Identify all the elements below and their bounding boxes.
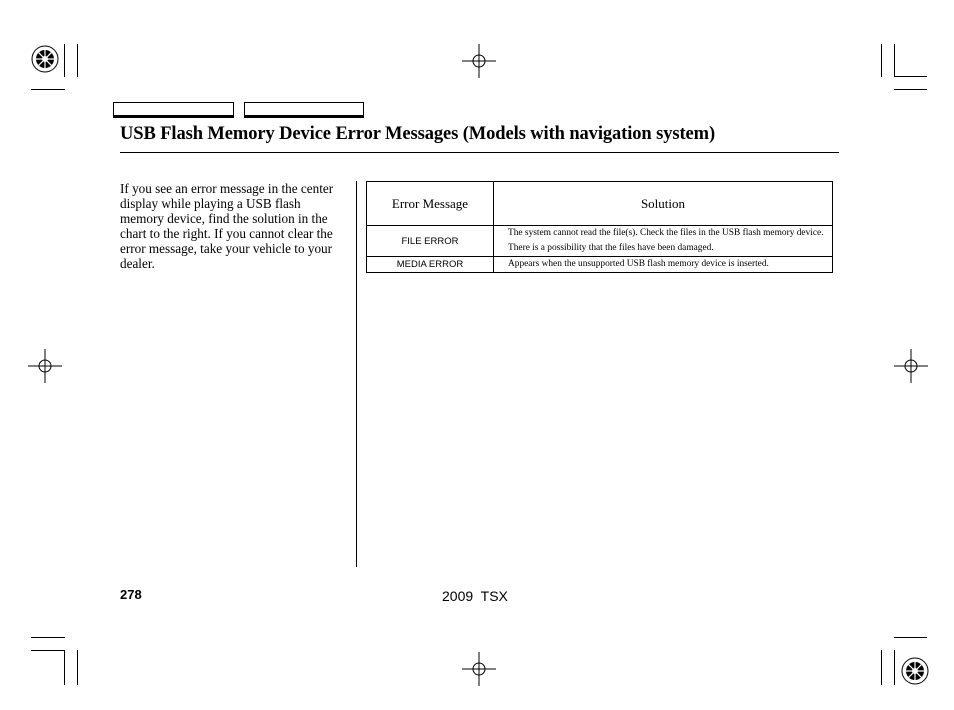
error-code-cell: MEDIA ERROR bbox=[367, 257, 494, 273]
crop-mark bbox=[894, 637, 927, 638]
registration-target-icon bbox=[900, 656, 930, 686]
crop-mark bbox=[894, 76, 927, 77]
crop-mark bbox=[894, 89, 927, 90]
crosshair-icon bbox=[894, 349, 928, 383]
page-title: USB Flash Memory Device Error Messages (Models with navigation system) bbox=[120, 124, 716, 144]
solution-cell: Appears when the unsupported USB flash memory device is inserted. bbox=[494, 257, 833, 273]
crosshair-icon bbox=[462, 652, 496, 686]
intro-paragraph: If you see an error message in the center display while playing a USB flash memory device, find the solution in the chart to the right. If you cannot clear the error message, take your vehicle to your dealer. bbox=[120, 181, 334, 271]
table-header-row bbox=[367, 182, 833, 226]
header-tab bbox=[244, 102, 364, 118]
table-row bbox=[367, 257, 833, 273]
page-number: 278 bbox=[120, 587, 142, 602]
solution-cell: The system cannot read the file(s). Check the files in the USB flash memory device. There is a possibility that the files have been damaged. bbox=[494, 226, 833, 257]
crop-mark bbox=[64, 44, 65, 77]
error-message-table bbox=[366, 181, 833, 273]
error-code-cell: FILE ERROR bbox=[367, 226, 494, 257]
crop-mark bbox=[894, 650, 895, 685]
header-error-message: Error Message bbox=[367, 182, 494, 226]
crop-mark bbox=[881, 44, 882, 77]
crop-mark bbox=[77, 44, 78, 77]
model-name: 2009 TSX bbox=[442, 588, 508, 604]
title-divider bbox=[120, 152, 839, 153]
crop-mark bbox=[894, 44, 895, 77]
registration-target-icon bbox=[30, 44, 60, 74]
crop-mark bbox=[31, 89, 65, 90]
crop-mark bbox=[881, 650, 882, 685]
crop-mark bbox=[31, 637, 65, 638]
crosshair-icon bbox=[28, 349, 62, 383]
column-divider bbox=[356, 181, 357, 567]
table-row bbox=[367, 226, 833, 257]
header-solution: Solution bbox=[494, 182, 833, 226]
crop-mark bbox=[64, 650, 65, 685]
crop-mark bbox=[77, 650, 78, 685]
crop-mark bbox=[31, 650, 65, 651]
header-tab bbox=[113, 102, 234, 118]
crosshair-icon bbox=[462, 44, 496, 78]
